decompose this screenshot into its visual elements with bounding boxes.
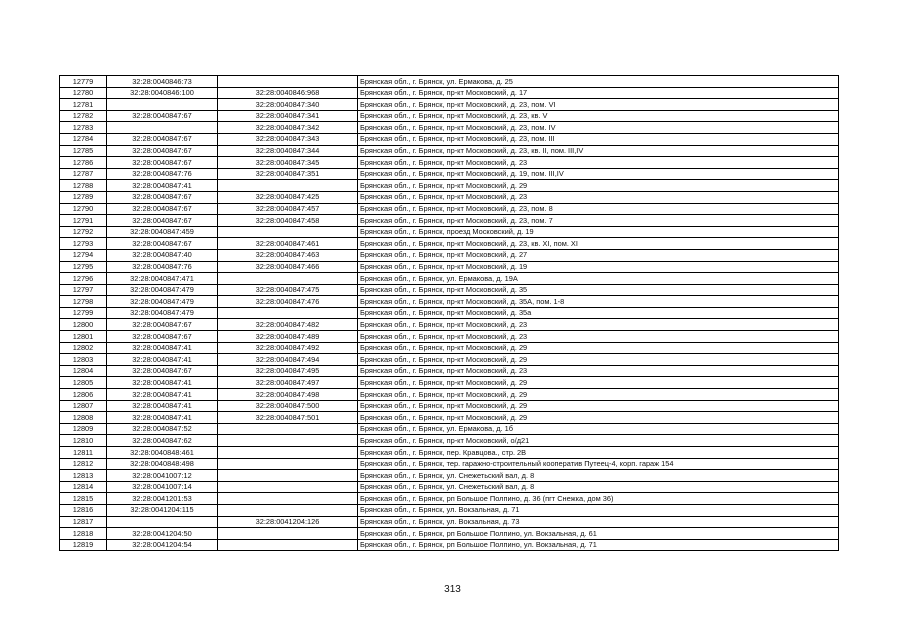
row-number-cell: 12812: [60, 458, 107, 470]
cadastral-number-cell: 32:28:0040847:67: [107, 157, 218, 169]
row-number-cell: 12801: [60, 331, 107, 343]
table-row: [60, 493, 839, 505]
table-row: [60, 365, 839, 377]
cadastral-number-cell: 32:28:0041204:115: [107, 504, 218, 516]
address-cell: Брянская обл., г. Брянск, пр-кт Московский, д. 29: [358, 389, 839, 401]
cadastral-number-cell: 32:28:0040847:41: [107, 389, 218, 401]
row-number-cell: 12809: [60, 423, 107, 435]
address-cell: Брянская обл., г. Брянск, проезд Московский, д. 19: [358, 226, 839, 238]
cadastral-number-cell: 32:28:0040847:67: [107, 191, 218, 203]
table-row: [60, 238, 839, 250]
table-row: [60, 307, 839, 319]
cadastral-number-cell: 32:28:0040847:40: [107, 249, 218, 261]
address-cell: Брянская обл., г. Брянск, пр-кт Московский, д. 29: [358, 412, 839, 424]
address-cell: Брянская обл., г. Брянск, пр-кт Московский, д. 29: [358, 180, 839, 192]
object-cadastral-number-cell: [218, 76, 358, 88]
address-cell: Брянская обл., г. Брянск, пр-кт Московский, д. 27: [358, 249, 839, 261]
row-number-cell: 12818: [60, 528, 107, 540]
table-row: [60, 284, 839, 296]
address-cell: Брянская обл., г. Брянск, пр-кт Московский, д. 23, кв. V: [358, 110, 839, 122]
row-number-cell: 12811: [60, 447, 107, 459]
address-cell: Брянская обл., г. Брянск, пр-кт Московский, д. 19: [358, 261, 839, 273]
table-row: [60, 157, 839, 169]
object-cadastral-number-cell: 32:28:0040847:457: [218, 203, 358, 215]
address-cell: Брянская обл., г. Брянск, рп Большое Полпино, д. 36 (пгт Снежка, дом 36): [358, 493, 839, 505]
object-cadastral-number-cell: [218, 539, 358, 551]
object-cadastral-number-cell: [218, 470, 358, 482]
row-number-cell: 12807: [60, 400, 107, 412]
cadastral-number-cell: 32:28:0040847:62: [107, 435, 218, 447]
object-cadastral-number-cell: [218, 458, 358, 470]
table-row: [60, 145, 839, 157]
address-cell: Брянская обл., г. Брянск, тер. гаражно-строительный кооператив Путеец-4, корп. гараж 154: [358, 458, 839, 470]
row-number-cell: 12805: [60, 377, 107, 389]
cadastral-number-cell: [107, 99, 218, 111]
table-row: [60, 377, 839, 389]
object-cadastral-number-cell: 32:28:0040847:498: [218, 389, 358, 401]
cadastral-number-cell: [107, 122, 218, 134]
row-number-cell: 12790: [60, 203, 107, 215]
cadastral-number-cell: 32:28:0040847:67: [107, 365, 218, 377]
cadastral-number-cell: 32:28:0040847:76: [107, 168, 218, 180]
page-number: 313: [444, 584, 461, 595]
cadastral-number-cell: 32:28:0040847:67: [107, 110, 218, 122]
address-cell: Брянская обл., г. Брянск, ул. Вокзальная, д. 73: [358, 516, 839, 528]
table-row: [60, 296, 839, 308]
object-cadastral-number-cell: 32:28:0040847:482: [218, 319, 358, 331]
object-cadastral-number-cell: 32:28:0041204:126: [218, 516, 358, 528]
row-number-cell: 12814: [60, 481, 107, 493]
cadastral-number-cell: 32:28:0041204:50: [107, 528, 218, 540]
table-row: [60, 110, 839, 122]
table-row: [60, 354, 839, 366]
row-number-cell: 12803: [60, 354, 107, 366]
address-cell: Брянская обл., г. Брянск, пр-кт Московский, д. 23: [358, 191, 839, 203]
object-cadastral-number-cell: 32:28:0040847:458: [218, 215, 358, 227]
object-cadastral-number-cell: [218, 273, 358, 285]
object-cadastral-number-cell: 32:28:0040847:489: [218, 331, 358, 343]
table-row: [60, 528, 839, 540]
row-number-cell: 12800: [60, 319, 107, 331]
table-row: [60, 389, 839, 401]
row-number-cell: 12796: [60, 273, 107, 285]
row-number-cell: 12815: [60, 493, 107, 505]
object-cadastral-number-cell: 32:28:0040847:425: [218, 191, 358, 203]
address-cell: Брянская обл., г. Брянск, рп Большое Полпино, ул. Вокзальная, д. 61: [358, 528, 839, 540]
table-row: [60, 191, 839, 203]
address-cell: Брянская обл., г. Брянск, пер. Кравцова., стр. 2В: [358, 447, 839, 459]
address-cell: Брянская обл., г. Брянск, пр-кт Московский, д. 23, пом. III: [358, 133, 839, 145]
row-number-cell: 12794: [60, 249, 107, 261]
object-cadastral-number-cell: 32:28:0040847:475: [218, 284, 358, 296]
cadastral-number-cell: 32:28:0040848:461: [107, 447, 218, 459]
object-cadastral-number-cell: [218, 481, 358, 493]
address-cell: Брянская обл., г. Брянск, пр-кт Московский, д. 29: [358, 377, 839, 389]
table-row: [60, 470, 839, 482]
address-cell: Брянская обл., г. Брянск, пр-кт Московский, д. 23: [358, 365, 839, 377]
cadastral-number-cell: 32:28:0040847:67: [107, 203, 218, 215]
table-row: [60, 226, 839, 238]
table-row: [60, 447, 839, 459]
cadastral-number-cell: 32:28:0040846:73: [107, 76, 218, 88]
address-cell: Брянская обл., г. Брянск, пр-кт Московский, д. 19, пом. III,IV: [358, 168, 839, 180]
row-number-cell: 12784: [60, 133, 107, 145]
object-cadastral-number-cell: 32:28:0040847:495: [218, 365, 358, 377]
row-number-cell: 12779: [60, 76, 107, 88]
object-cadastral-number-cell: 32:28:0040847:343: [218, 133, 358, 145]
address-cell: Брянская обл., г. Брянск, ул. Снежетьский вал, д. 8: [358, 470, 839, 482]
address-cell: Брянская обл., г. Брянск, пр-кт Московский, д. 23, кв. XI, пом. XI: [358, 238, 839, 250]
object-cadastral-number-cell: 32:28:0040847:461: [218, 238, 358, 250]
cadastral-table-body: [60, 76, 839, 551]
address-cell: Брянская обл., г. Брянск, пр-кт Московский, д. 17: [358, 87, 839, 99]
object-cadastral-number-cell: 32:28:0040847:341: [218, 110, 358, 122]
row-number-cell: 12810: [60, 435, 107, 447]
table-row: [60, 180, 839, 192]
cadastral-number-cell: 32:28:0040847:41: [107, 180, 218, 192]
address-cell: Брянская обл., г. Брянск, пр-кт Московский, д. 23: [358, 331, 839, 343]
object-cadastral-number-cell: 32:28:0040847:492: [218, 342, 358, 354]
object-cadastral-number-cell: [218, 528, 358, 540]
row-number-cell: 12780: [60, 87, 107, 99]
table-row: [60, 539, 839, 551]
row-number-cell: 12799: [60, 307, 107, 319]
row-number-cell: 12813: [60, 470, 107, 482]
row-number-cell: 12789: [60, 191, 107, 203]
table-row: [60, 249, 839, 261]
cadastral-number-cell: 32:28:0041007:14: [107, 481, 218, 493]
table-row: [60, 331, 839, 343]
cadastral-number-cell: 32:28:0040847:41: [107, 412, 218, 424]
address-cell: Брянская обл., г. Брянск, пр-кт Московский, д. 23, пом. IV: [358, 122, 839, 134]
row-number-cell: 12787: [60, 168, 107, 180]
address-cell: Брянская обл., г. Брянск, пр-кт Московский, д. 23: [358, 157, 839, 169]
table-row: [60, 400, 839, 412]
cadastral-number-cell: 32:28:0041007:12: [107, 470, 218, 482]
address-cell: Брянская обл., г. Брянск, ул. Ермакова, д. 19А: [358, 273, 839, 285]
object-cadastral-number-cell: 32:28:0040847:342: [218, 122, 358, 134]
object-cadastral-number-cell: 32:28:0040847:463: [218, 249, 358, 261]
object-cadastral-number-cell: 32:28:0040847:340: [218, 99, 358, 111]
address-cell: Брянская обл., г. Брянск, пр-кт Московский, д. 23, кв. II, пом. III,IV: [358, 145, 839, 157]
object-cadastral-number-cell: [218, 180, 358, 192]
row-number-cell: 12786: [60, 157, 107, 169]
object-cadastral-number-cell: [218, 435, 358, 447]
address-cell: Брянская обл., г. Брянск, пр-кт Московский, д. 23: [358, 319, 839, 331]
row-number-cell: 12791: [60, 215, 107, 227]
row-number-cell: 12808: [60, 412, 107, 424]
address-cell: Брянская обл., г. Брянск, пр-кт Московский, д. 29: [358, 400, 839, 412]
address-cell: Брянская обл., г. Брянск, пр-кт Московский, д. 23, пом. VI: [358, 99, 839, 111]
row-number-cell: 12788: [60, 180, 107, 192]
row-number-cell: 12804: [60, 365, 107, 377]
table-row: [60, 168, 839, 180]
cadastral-number-cell: 32:28:0040847:41: [107, 400, 218, 412]
row-number-cell: 12795: [60, 261, 107, 273]
cadastral-number-cell: 32:28:0040847:67: [107, 145, 218, 157]
cadastral-number-cell: 32:28:0040847:67: [107, 331, 218, 343]
table-row: [60, 435, 839, 447]
object-cadastral-number-cell: [218, 504, 358, 516]
object-cadastral-number-cell: [218, 423, 358, 435]
cadastral-number-cell: 32:28:0040847:41: [107, 354, 218, 366]
row-number-cell: 12781: [60, 99, 107, 111]
table-row: [60, 76, 839, 88]
cadastral-number-cell: 32:28:0040846:100: [107, 87, 218, 99]
address-cell: Брянская обл., г. Брянск, пр-кт Московский, д. 23, пом. 8: [358, 203, 839, 215]
cadastral-number-cell: 32:28:0040847:471: [107, 273, 218, 285]
address-cell: Брянская обл., г. Брянск, пр-кт Московский, д. 35А, пом. 1-8: [358, 296, 839, 308]
object-cadastral-number-cell: 32:28:0040847:345: [218, 157, 358, 169]
object-cadastral-number-cell: 32:28:0040847:500: [218, 400, 358, 412]
object-cadastral-number-cell: [218, 493, 358, 505]
address-cell: Брянская обл., г. Брянск, пр-кт Московский, д. 29: [358, 354, 839, 366]
object-cadastral-number-cell: 32:28:0040847:497: [218, 377, 358, 389]
object-cadastral-number-cell: [218, 307, 358, 319]
object-cadastral-number-cell: 32:28:0040847:494: [218, 354, 358, 366]
cadastral-number-cell: 32:28:0040847:67: [107, 319, 218, 331]
cadastral-number-cell: [107, 516, 218, 528]
cadastral-number-cell: 32:28:0040847:459: [107, 226, 218, 238]
object-cadastral-number-cell: 32:28:0040847:501: [218, 412, 358, 424]
cadastral-number-cell: 32:28:0040847:67: [107, 238, 218, 250]
object-cadastral-number-cell: 32:28:0040847:351: [218, 168, 358, 180]
cadastral-number-cell: 32:28:0040847:52: [107, 423, 218, 435]
address-cell: Брянская обл., г. Брянск, ул. Ермакова, д. 25: [358, 76, 839, 88]
table-row: [60, 481, 839, 493]
row-number-cell: 12797: [60, 284, 107, 296]
table-row: [60, 133, 839, 145]
table-row: [60, 261, 839, 273]
address-cell: Брянская обл., г. Брянск, пр-кт Московский, д. 35: [358, 284, 839, 296]
row-number-cell: 12819: [60, 539, 107, 551]
object-cadastral-number-cell: 32:28:0040847:344: [218, 145, 358, 157]
table-row: [60, 203, 839, 215]
row-number-cell: 12806: [60, 389, 107, 401]
table-row: [60, 273, 839, 285]
row-number-cell: 12802: [60, 342, 107, 354]
row-number-cell: 12783: [60, 122, 107, 134]
address-cell: Брянская обл., г. Брянск, пр-кт Московский, д. 29: [358, 342, 839, 354]
table-row: [60, 215, 839, 227]
table-row: [60, 458, 839, 470]
row-number-cell: 12793: [60, 238, 107, 250]
table-row: [60, 504, 839, 516]
address-cell: Брянская обл., г. Брянск, пр-кт Московский, д. 35а: [358, 307, 839, 319]
cadastral-table: [59, 75, 839, 551]
cadastral-number-cell: 32:28:0040847:67: [107, 215, 218, 227]
address-cell: Брянская обл., г. Брянск, ул. Ермакова, д. 1б: [358, 423, 839, 435]
table-row: [60, 423, 839, 435]
cadastral-number-cell: 32:28:0041204:54: [107, 539, 218, 551]
address-cell: Брянская обл., г. Брянск, пр-кт Московский, д. 23, пом. 7: [358, 215, 839, 227]
object-cadastral-number-cell: 32:28:0040846:968: [218, 87, 358, 99]
cadastral-number-cell: 32:28:0040848:498: [107, 458, 218, 470]
object-cadastral-number-cell: 32:28:0040847:476: [218, 296, 358, 308]
row-number-cell: 12798: [60, 296, 107, 308]
table-row: [60, 516, 839, 528]
cadastral-number-cell: 32:28:0040847:479: [107, 296, 218, 308]
cadastral-number-cell: 32:28:0040847:76: [107, 261, 218, 273]
table-row: [60, 122, 839, 134]
table-row: [60, 99, 839, 111]
address-cell: Брянская обл., г. Брянск, пр-кт Московский, о/д21: [358, 435, 839, 447]
row-number-cell: 12782: [60, 110, 107, 122]
object-cadastral-number-cell: [218, 447, 358, 459]
table-row: [60, 87, 839, 99]
row-number-cell: 12792: [60, 226, 107, 238]
object-cadastral-number-cell: 32:28:0040847:466: [218, 261, 358, 273]
row-number-cell: 12785: [60, 145, 107, 157]
cadastral-number-cell: 32:28:0040847:41: [107, 342, 218, 354]
address-cell: Брянская обл., г. Брянск, ул. Вокзальная, д. 71: [358, 504, 839, 516]
row-number-cell: 12817: [60, 516, 107, 528]
address-cell: Брянская обл., г. Брянск, ул. Снежетьский вал, д. 8: [358, 481, 839, 493]
cadastral-number-cell: 32:28:0041201:53: [107, 493, 218, 505]
table-row: [60, 319, 839, 331]
cadastral-number-cell: 32:28:0040847:41: [107, 377, 218, 389]
row-number-cell: 12816: [60, 504, 107, 516]
object-cadastral-number-cell: [218, 226, 358, 238]
address-cell: Брянская обл., г. Брянск, рп Большое Полпино, ул. Вокзальная, д. 71: [358, 539, 839, 551]
cadastral-number-cell: 32:28:0040847:67: [107, 133, 218, 145]
table-row: [60, 412, 839, 424]
table-row: [60, 342, 839, 354]
cadastral-number-cell: 32:28:0040847:479: [107, 284, 218, 296]
cadastral-number-cell: 32:28:0040847:479: [107, 307, 218, 319]
